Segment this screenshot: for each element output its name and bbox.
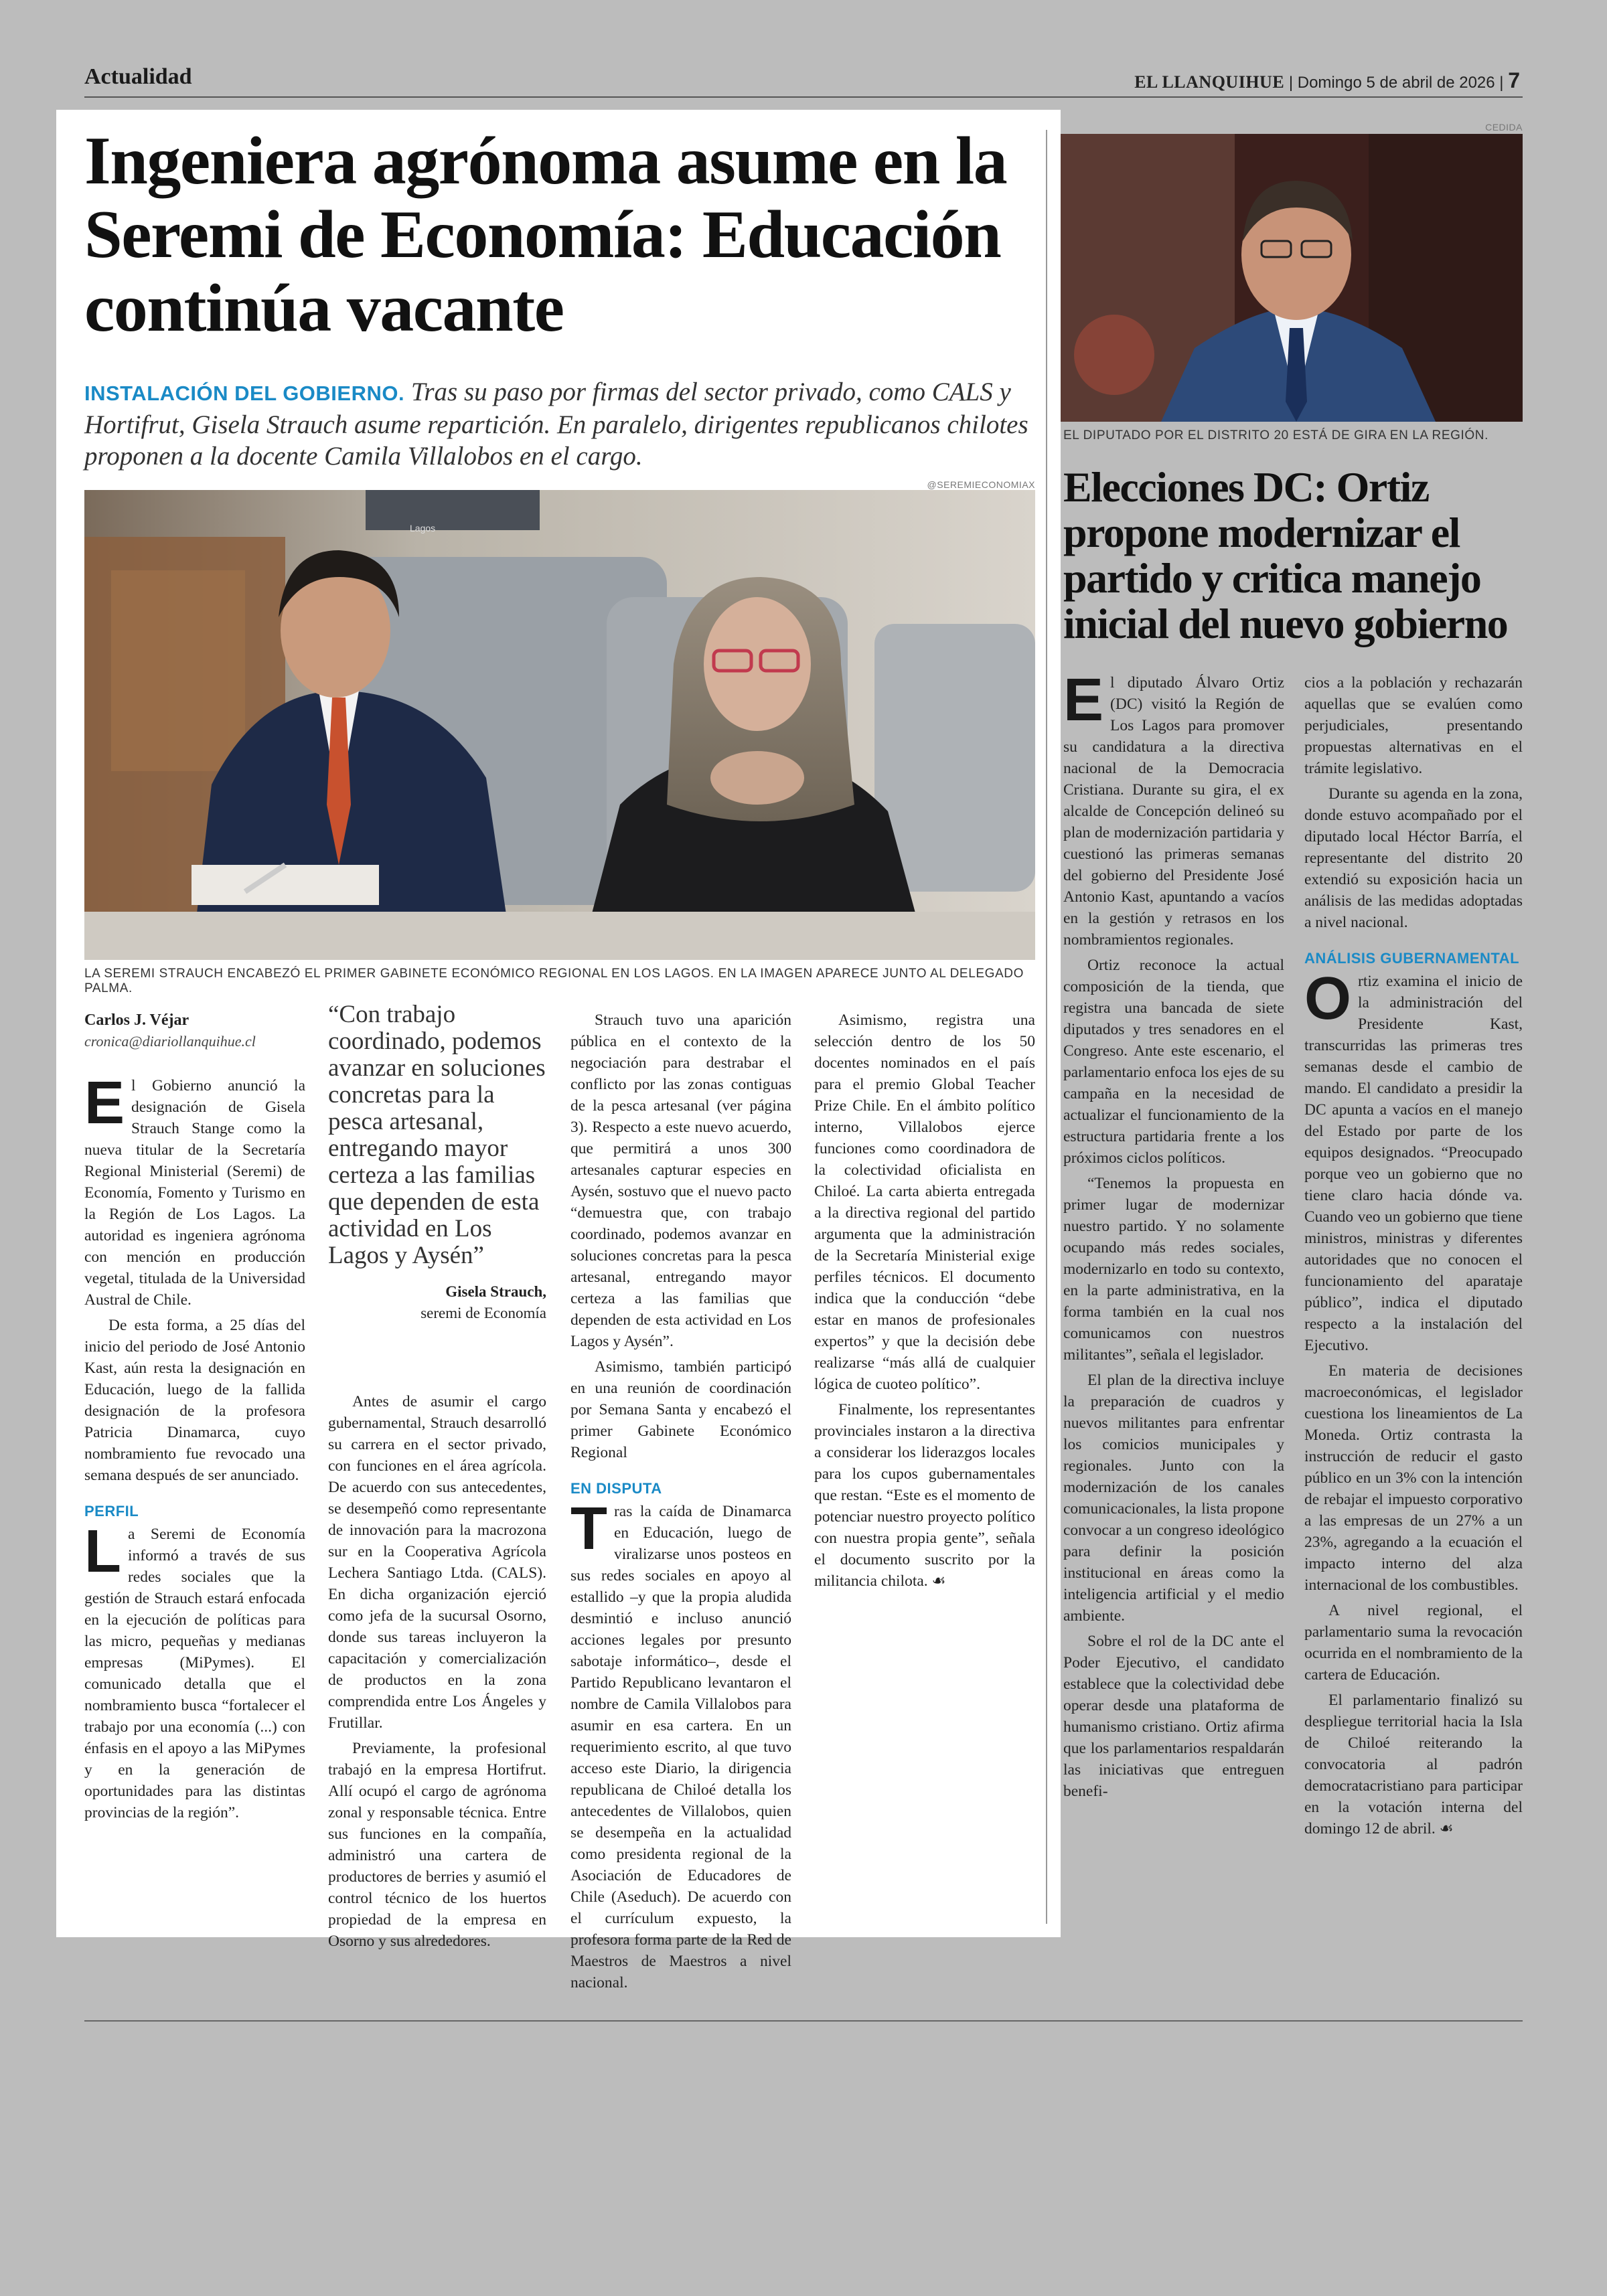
main-column-2	[328, 1001, 546, 1952]
paragraph: El diputado Álvaro Ortiz (DC) visitó la Región de Los Lagos para promover su candidatura a la directiva nacional de la Democracia Cristiana. Durante su gira, el ex alcalde de Concepción delineó su plan de modernización partidaria y cuestionó las primeras semanas del gobierno del Presidente José Antonio Kast, apuntando a vacíos en la gestión y retrasos en los nombramientos regionales.	[1063, 667, 1284, 949]
paragraph: El plan de la directiva incluye la preparación de cuadros y nuevos militantes para enfrentar los comicios municipales y regionales. Junto con la modernización de los canales comunicacionales, la lista propone convocar a un congreso ideológico para definir la posición institucional en áreas como la inteligencia artificial y el medio ambiente.	[1063, 1372, 1284, 1625]
side-headline: Elecciones DC: Ortiz propone modernizar el partido y critica manejo inicial del nuevo gobierno	[1063, 463, 1508, 647]
column-separator	[1046, 130, 1047, 1924]
paragraph: “Tenemos la propuesta en primer lugar de modernizar nuestro partido. Y no solamente ocupando más redes sociales, modernizarlo en todo su contexto, en la parte administrativa, en la forma también en la cual nos comunicamos con nuestros militantes”, señala el legislador.	[1063, 1175, 1284, 1364]
paragraph: Finalmente, los representantes provinciales instaron a la directiva a considerar los liderazgos locales para los cupos gubernamentales que restan. “Este es el momento de potenciar nuestro proyecto político con nuestra propia gente”, señala el documento suscrito por la militancia chilota. ☙	[814, 1401, 1035, 1590]
deck-text: Tras su paso por firmas del sector privado, como CALS y Hortifrut, Gisela Strauch asume repartición. En paralelo, dirigentes republicanos chilotes proponen a la docente Camila Villalobos en el cargo.	[84, 378, 1028, 471]
main-column-4	[814, 1009, 1035, 1592]
paragraph: A nivel regional, el parlamentario suma la revocación ocurrida en el nombramiento de la cartera de Educación.	[1304, 1602, 1523, 1684]
masthead-divider: |	[1288, 74, 1298, 92]
pull-quote-attribution	[328, 1281, 546, 1324]
main-deck	[84, 376, 1035, 472]
paragraph: Sobre el rol de la DC ante el Poder Ejecutivo, el candidato establece que la colectividad debe operar desde una plataforma de humanismo cristiano. Ortiz afirma que los parlamentarios respaldarán las iniciativas que entreguen benefi-	[1063, 1633, 1284, 1800]
paragraph: Previamente, la profesional trabajó en la empresa Hortifrut. Allí ocupó el cargo de agrónoma zonal y responsable técnica. Entre sus funciones en la compañía, administró una cartera de productores de berries y asumió el control técnico de los huertos propiedad de la empresa en Osorno y sus alrededores.	[328, 1740, 546, 1950]
subhead-en-disputa: EN DISPUTA	[570, 1480, 662, 1497]
main-column-1	[84, 1009, 305, 1823]
newspaper-name: EL LLANQUIHUE	[1134, 72, 1285, 92]
paragraph-continued: cios a la población y rechazarán aquellas que se evalúen como perjudiciales, presentando propuestas alternativas en el trámite legislativo.	[1304, 674, 1523, 777]
side-photo	[1061, 134, 1523, 422]
quote-author: Gisela Strauch,	[445, 1283, 546, 1300]
paragraph: Durante su agenda en la zona, donde estuvo acompañado por el diputado local Héctor Barría, el representante del distrito 20 extendió su exposición hacia un análisis de las medidas adoptadas a nivel nacional.	[1304, 785, 1523, 931]
issue-date: Domingo 5 de abril de 2026	[1297, 74, 1495, 92]
masthead-divider: |	[1499, 74, 1509, 92]
paragraph: Strauch tuvo una aparición pública en el contexto de la negociación para destrabar el conflicto por las zonas contiguas de la pesca artesanal (ver página 3). Respecto a este nuevo acuerdo, que permitirá a unos 300 artesanales capturar especies en Aysén, sostuvo que el nuevo pacto “demuestra que, con trabajo coordinado, podemos avanzar en soluciones concretas para la pesca artesanal, entregando mayor certeza a las familias que dependen de esta actividad en Los Lagos y Aysén”.	[570, 1011, 791, 1350]
photo-sign-text: Lagos	[410, 523, 436, 534]
quote-role: seremi de Economía	[420, 1305, 546, 1321]
paragraph: Ortiz reconoce la actual composición de la tienda, que registra una bancada de siete diputados y tres senadores en el Congreso. Ante este escenario, el parlamentario enfoca los ejes de su campaña en la necesidad de actualizar el funcionamiento de la estructura partidaria frente a los próximos ciclos políticos.	[1063, 957, 1284, 1167]
bottom-rule	[84, 2020, 1523, 2022]
side-column-1	[1063, 667, 1284, 1802]
main-photo	[84, 490, 1035, 960]
paragraph: Tras la caída de Dinamarca en Educación, luego de viralizarse unos posteos en sus redes sociales en apoyo al estallido –y que la propia aludida desmintió e incluso anunció acciones legales por presunto sabotaje informático–, desde el Partido Republicano levantaron el nombre de Camila Villalobos para asumir en esa cartera. En un requerimiento escrito, al que tuvo acceso este Diario, la dirigencia republicana de Chiloé detalla los antecedentes de Villalobos, quien se desempeña en la actualidad como presidenta regional de la Asociación de Educadores de Chile (Aseduch). De acuerdo con el currículum expuesto, la profesora forma parte de la Red de Maestros de Maestros a nivel nacional.	[570, 1495, 791, 1991]
pull-quote: “Con trabajo coordinado, podemos avanzar en soluciones concretas para la pesca artesanal, entregando mayor certeza a las familias que dependen de esta actividad en Los Lagos y Aysén”	[328, 1001, 546, 1269]
paragraph: Antes de asumir el cargo gubernamental, Strauch desarrolló su carrera en el sector privado, con funciones en el área agrícola. De acuerdo con sus antecedentes, se desempeñó como representante de innovación para la macrozona sur en la Cooperativa Agrícola Lechera Santiago Ltda. (CALS). En dicha organización ejerció como jefa de la sucursal Osorno, donde sus tareas incluyeron la capacitación y comercialización de productos en la zona comprendida entre Los Ángeles y Frutillar.	[328, 1393, 546, 1732]
masthead	[1134, 68, 1520, 93]
side-column-2	[1304, 672, 1523, 1839]
paragraph: Asimismo, también participó en una reunión de coordinación por Semana Santa y encabezó el primer Gabinete Económico Regional	[570, 1358, 791, 1461]
main-photo-caption: LA SEREMI STRAUCH ENCABEZÓ EL PRIMER GABINETE ECONÓMICO REGIONAL EN LOS LAGOS. EN LA IMAGEN APARECE JUNTO AL DELEGADO PALMA.	[84, 967, 1024, 995]
deck-kicker: INSTALACIÓN DEL GOBIERNO.	[84, 382, 405, 405]
author-name: Carlos J. Véjar	[84, 1011, 189, 1029]
paragraph: Asimismo, registra una selección dentro de los 50 docentes nominados en el país para el premio Global Teacher Prize Chile. En el ámbito político interno, Villalobos ejerce funciones como coordinadora de la colectividad oficialista en Chiloé. La carta abierta entregada a la directiva regional del partido argumenta que la administración de la Secretaría Ministerial exige perfiles técnicos. El documento indica que la conducción “debe estar en manos de profesionales expertos” y que la decisión debe realizarse “más allá de cualquier lógica de cuoteo político”.	[814, 1011, 1035, 1393]
author-email: cronica@diariollanquihue.cl	[84, 1033, 256, 1050]
side-photo-credit: CEDIDA	[1485, 122, 1523, 133]
subhead-perfil: PERFIL	[84, 1503, 139, 1520]
paragraph: La Seremi de Economía informó a través de sus redes sociales que la gestión de Strauch estará enfocada en la ejecución de políticas para las micro, pequeñas y medianas empresas (MiPymes). El comunicado detalla que el nombramiento busca “fortalecer el trabajo por una economía (...) con énfasis en el apoyo a las MiPymes y en la generación de oportunidades para las distintas provincias de la región”.	[84, 1518, 305, 1821]
main-column-3	[570, 1009, 791, 1993]
side-photo-illustration	[1061, 134, 1523, 422]
side-photo-caption: EL DIPUTADO POR EL DISTRITO 20 ESTÁ DE GIRA EN LA REGIÓN.	[1063, 428, 1488, 442]
page-number: 7	[1508, 68, 1520, 92]
paragraph: El parlamentario finalizó su despliegue territorial hacia la Isla de Chiloé reiterando la convocatoria al padrón democratacristiano para participar en la votación interna del domingo 12 de abril. ☙	[1304, 1692, 1523, 1837]
paragraph: De esta forma, a 25 días del inicio del periodo de José Antonio Kast, aún resta la designación en Educación, luego de la fallida designación de la profesora Patricia Dinamarca, cuyo nombramiento fue revocado una semana después de ser anunciado.	[84, 1317, 305, 1484]
main-photo-credit: @SEREMIECONOMIAX	[927, 479, 1035, 490]
subhead-analisis: ANÁLISIS GUBERNAMENTAL	[1304, 950, 1520, 967]
paragraph: En materia de decisiones macroeconómicas, el legislador cuestiona los lineamientos de La Moneda. Ortiz contrasta la instrucción de reducir el gasto público en un 3% con la intención de rebajar el impuesto corporativo a las empresas de un 27% a un 23%, agregando a la ecuación el impacto interno del alza internacional de los combustibles.	[1304, 1362, 1523, 1594]
main-headline: Ingeniera agrónoma asume en la Seremi de Economía: Educación continúa vacante	[84, 123, 1007, 346]
top-rule	[84, 96, 1523, 98]
main-photo-illustration	[84, 490, 1035, 960]
section-label: Actualidad	[84, 64, 192, 89]
paragraph: El Gobierno anunció la designación de Gisela Strauch Stange como la nueva titular de la Secretaría Regional Ministerial (Seremi) de Economía, Fomento y Turismo en la Región de Los Lagos. La autoridad es ingeniera agrónoma con mención en producción vegetal, titulada de la Universidad Austral de Chile.	[84, 1070, 305, 1309]
paragraph: Ortiz examina el inicio de la administración del Presidente Kast, transcurridas las primeras tres semanas desde el cambio de mando. El candidato a presidir la DC apunta a vacíos en el manejo del Estado por parte de los equipos designados. “Preocupado porque veo un gobierno que no tiene claro hacia dónde va. Cuando veo un gobierno que tiene ministros, ministras y diferentes autoridades que no conocen el funcionamiento del aparataje público”, indica el diputado respecto a la instalación del Ejecutivo.	[1304, 965, 1523, 1354]
